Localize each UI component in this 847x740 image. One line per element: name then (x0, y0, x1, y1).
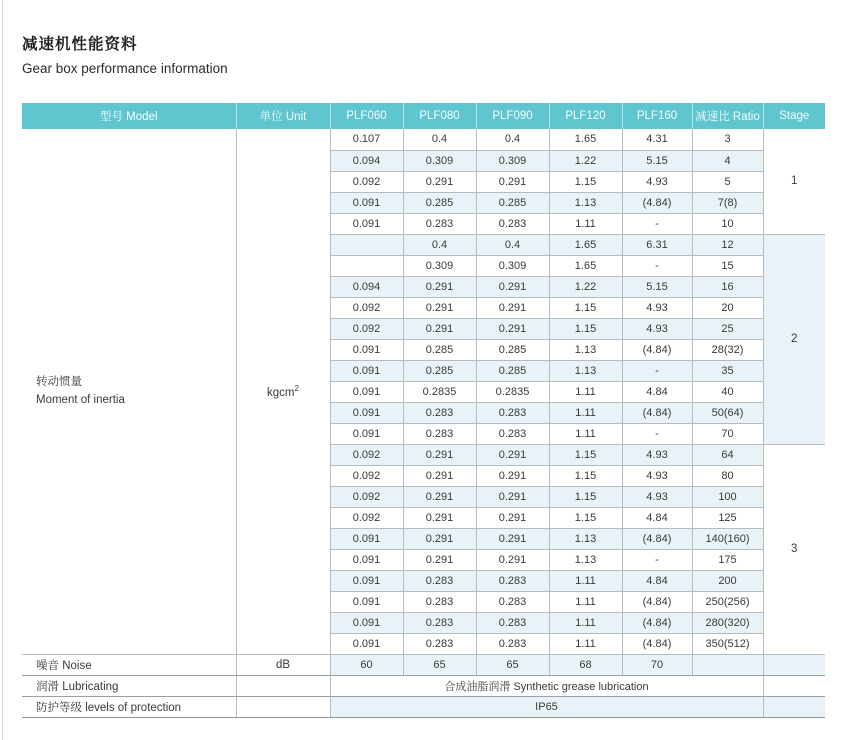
value-cell: 0.4 (476, 234, 549, 255)
value-cell: 0.283 (403, 402, 476, 423)
ratio-cell: 3 (692, 129, 763, 150)
ratio-cell: 7(8) (692, 192, 763, 213)
value-cell: 1.11 (549, 570, 622, 591)
page-title-zh: 减速机性能资料 (22, 36, 138, 53)
value-cell: 0.4 (403, 234, 476, 255)
value-cell: 0.291 (476, 171, 549, 192)
value-cell: 1.15 (549, 171, 622, 192)
value-cell: 1.11 (549, 591, 622, 612)
column-header-unit: 单位 Unit (236, 103, 330, 129)
ratio-cell: 5 (692, 171, 763, 192)
protection-value: IP65 (330, 696, 763, 717)
value-cell: 0.291 (476, 549, 549, 570)
value-cell: 0.291 (476, 507, 549, 528)
value-cell: 0.285 (476, 339, 549, 360)
inertia-label-cell (22, 129, 236, 654)
value-cell: 1.11 (549, 612, 622, 633)
value-cell: 0.285 (476, 192, 549, 213)
column-header-stage: Stage (763, 103, 825, 129)
stage-cell: 3 (763, 444, 825, 654)
inertia-label-zh: 转动惯量 (36, 375, 82, 388)
value-cell: 0.092 (330, 486, 403, 507)
value-cell: 0.091 (330, 612, 403, 633)
ratio-cell: 70 (692, 423, 763, 444)
value-cell: 6.31 (622, 234, 692, 255)
ratio-cell: 350(512) (692, 633, 763, 654)
ratio-cell: 140(160) (692, 528, 763, 549)
value-cell: 0.291 (403, 528, 476, 549)
value-cell: - (622, 255, 692, 276)
ratio-cell: 250(256) (692, 591, 763, 612)
column-header-ratio: 减速比 Ratio (692, 103, 763, 129)
lubricating-value: 合成油脂润滑 Synthetic grease lubrication (330, 675, 763, 696)
value-cell: 1.11 (549, 402, 622, 423)
value-cell: 0.283 (476, 570, 549, 591)
performance-table (22, 103, 825, 718)
lubricating-row (22, 675, 825, 696)
value-cell: 0.285 (403, 360, 476, 381)
value-cell: 0.091 (330, 339, 403, 360)
value-cell: 0.291 (476, 318, 549, 339)
noise-unit: dB (236, 654, 330, 675)
value-cell: 1.13 (549, 339, 622, 360)
ratio-cell: 40 (692, 381, 763, 402)
value-cell: 0.4 (476, 129, 549, 150)
page-title-en: Gear box performance information (22, 61, 228, 76)
value-cell (330, 234, 403, 255)
ratio-cell: 200 (692, 570, 763, 591)
value-cell: 0.091 (330, 633, 403, 654)
value-cell: 0.092 (330, 465, 403, 486)
noise-label: 噪音 Noise (22, 654, 236, 675)
ratio-cell: 280(320) (692, 612, 763, 633)
value-cell: 4.84 (622, 381, 692, 402)
value-cell: 4.93 (622, 486, 692, 507)
value-cell: 0.091 (330, 549, 403, 570)
value-cell: - (622, 549, 692, 570)
value-cell: 1.11 (549, 423, 622, 444)
header-row (22, 103, 825, 129)
value-cell: (4.84) (622, 192, 692, 213)
value-cell: 0.291 (403, 507, 476, 528)
value-cell: 0.091 (330, 192, 403, 213)
value-cell: 0.291 (476, 276, 549, 297)
value-cell: 0.094 (330, 150, 403, 171)
ratio-cell: 10 (692, 213, 763, 234)
protection-label: 防护等级 levels of protection (22, 696, 236, 717)
value-cell: - (622, 423, 692, 444)
value-cell: (4.84) (622, 612, 692, 633)
inertia-rows (22, 129, 825, 654)
value-cell (330, 255, 403, 276)
value-cell: 0.107 (330, 129, 403, 150)
value-cell: 1.15 (549, 465, 622, 486)
value-cell: 0.283 (403, 591, 476, 612)
value-cell: 1.15 (549, 444, 622, 465)
ratio-cell: 4 (692, 150, 763, 171)
ratio-cell: 125 (692, 507, 763, 528)
value-cell: 0.283 (403, 612, 476, 633)
value-cell: 0.094 (330, 276, 403, 297)
value-cell: 0.291 (403, 276, 476, 297)
value-cell: 4.84 (622, 570, 692, 591)
value-cell: (4.84) (622, 528, 692, 549)
value-cell: 0.091 (330, 402, 403, 423)
value-cell: 1.65 (549, 255, 622, 276)
value-cell: 1.22 (549, 150, 622, 171)
value-cell: 0.291 (403, 486, 476, 507)
ratio-cell: 12 (692, 234, 763, 255)
value-cell: 1.11 (549, 633, 622, 654)
value-cell: 0.091 (330, 360, 403, 381)
stage-cell: 2 (763, 234, 825, 444)
value-cell: (4.84) (622, 591, 692, 612)
value-cell: 0.283 (403, 213, 476, 234)
value-cell: 0.092 (330, 444, 403, 465)
value-cell: 0.283 (476, 612, 549, 633)
ratio-cell: 64 (692, 444, 763, 465)
ratio-cell: 175 (692, 549, 763, 570)
value-cell: 0.283 (476, 591, 549, 612)
column-header-plf160: PLF160 (622, 103, 692, 129)
value-cell: 0.291 (476, 444, 549, 465)
value-cell: 1.13 (549, 528, 622, 549)
column-header-plf080: PLF080 (403, 103, 476, 129)
ratio-cell: 35 (692, 360, 763, 381)
ratio-cell: 16 (692, 276, 763, 297)
value-cell: 4.93 (622, 318, 692, 339)
column-header-plf060: PLF060 (330, 103, 403, 129)
value-cell: 0.2835 (403, 381, 476, 402)
ratio-cell: 80 (692, 465, 763, 486)
value-cell: 5.15 (622, 150, 692, 171)
column-header-plf120: PLF120 (549, 103, 622, 129)
inertia-unit-exponent: 2 (294, 383, 299, 393)
page-edge-line (2, 0, 3, 740)
value-cell: 0.285 (476, 360, 549, 381)
lubricating-unit (236, 675, 330, 696)
value-cell: 0.283 (476, 213, 549, 234)
value-cell: 0.309 (403, 150, 476, 171)
noise-value-cell: 60 (330, 654, 403, 675)
value-cell: 0.291 (476, 297, 549, 318)
value-cell: 1.15 (549, 486, 622, 507)
value-cell: 0.291 (403, 297, 476, 318)
value-cell: 0.309 (476, 150, 549, 171)
value-cell: 0.291 (403, 318, 476, 339)
value-cell: 0.283 (476, 402, 549, 423)
inertia-unit-cell (236, 129, 330, 654)
stage-cell: 1 (763, 129, 825, 234)
column-header-plf090: PLF090 (476, 103, 549, 129)
value-cell: (4.84) (622, 402, 692, 423)
value-cell: 4.93 (622, 297, 692, 318)
value-cell: 0.291 (476, 486, 549, 507)
column-header-model: 型号 Model (22, 103, 236, 129)
noise-ratio-cell (692, 654, 763, 675)
noise-stage-cell (763, 654, 825, 675)
value-cell: 0.092 (330, 507, 403, 528)
value-cell: 0.283 (476, 633, 549, 654)
noise-row (22, 654, 825, 675)
value-cell: 0.091 (330, 570, 403, 591)
value-cell: 4.31 (622, 129, 692, 150)
value-cell: 0.309 (403, 255, 476, 276)
value-cell: 0.283 (403, 423, 476, 444)
value-cell: 4.93 (622, 465, 692, 486)
noise-value-cell: 65 (403, 654, 476, 675)
protection-stage-cell (763, 696, 825, 717)
value-cell: 1.13 (549, 549, 622, 570)
value-cell: 0.291 (476, 465, 549, 486)
value-cell: 0.291 (403, 444, 476, 465)
lubricating-stage-cell (763, 675, 825, 696)
inertia-label-en: Moment of inertia (36, 394, 125, 407)
value-cell: 1.13 (549, 192, 622, 213)
value-cell: 1.11 (549, 213, 622, 234)
value-cell: - (622, 213, 692, 234)
noise-value-cell: 65 (476, 654, 549, 675)
value-cell: 1.13 (549, 360, 622, 381)
value-cell: 0.091 (330, 591, 403, 612)
ratio-cell: 28(32) (692, 339, 763, 360)
value-cell: 1.22 (549, 276, 622, 297)
value-cell: 0.285 (403, 339, 476, 360)
ratio-cell: 15 (692, 255, 763, 276)
value-cell: 0.092 (330, 297, 403, 318)
value-cell: 1.65 (549, 129, 622, 150)
value-cell: 0.092 (330, 318, 403, 339)
page-header (22, 32, 228, 76)
value-cell: 1.65 (549, 234, 622, 255)
ratio-cell: 25 (692, 318, 763, 339)
table-row (22, 129, 825, 150)
value-cell: 0.4 (403, 129, 476, 150)
value-cell: 0.092 (330, 171, 403, 192)
inertia-unit-base: kgcm (267, 386, 295, 399)
value-cell: 0.091 (330, 423, 403, 444)
value-cell: 1.11 (549, 381, 622, 402)
value-cell: 0.283 (403, 570, 476, 591)
value-cell: 0.091 (330, 381, 403, 402)
value-cell: (4.84) (622, 339, 692, 360)
value-cell: 0.285 (403, 192, 476, 213)
value-cell: 0.283 (403, 633, 476, 654)
value-cell: 0.091 (330, 213, 403, 234)
value-cell: 0.291 (476, 528, 549, 549)
value-cell: 1.15 (549, 507, 622, 528)
protection-unit (236, 696, 330, 717)
value-cell: (4.84) (622, 633, 692, 654)
ratio-cell: 100 (692, 486, 763, 507)
value-cell: 0.091 (330, 528, 403, 549)
value-cell: 4.93 (622, 444, 692, 465)
value-cell: 0.283 (476, 423, 549, 444)
value-cell: 0.291 (403, 465, 476, 486)
lubricating-label: 润滑 Lubricating (22, 675, 236, 696)
protection-row (22, 696, 825, 717)
ratio-cell: 50(64) (692, 402, 763, 423)
value-cell: 5.15 (622, 276, 692, 297)
value-cell: 1.15 (549, 297, 622, 318)
noise-value-cell: 68 (549, 654, 622, 675)
value-cell: 4.84 (622, 507, 692, 528)
value-cell: 0.291 (403, 549, 476, 570)
value-cell: 0.2835 (476, 381, 549, 402)
ratio-cell: 20 (692, 297, 763, 318)
value-cell: 4.93 (622, 171, 692, 192)
noise-value-cell: 70 (622, 654, 692, 675)
value-cell: 1.15 (549, 318, 622, 339)
value-cell: - (622, 360, 692, 381)
value-cell: 0.291 (403, 171, 476, 192)
value-cell: 0.309 (476, 255, 549, 276)
